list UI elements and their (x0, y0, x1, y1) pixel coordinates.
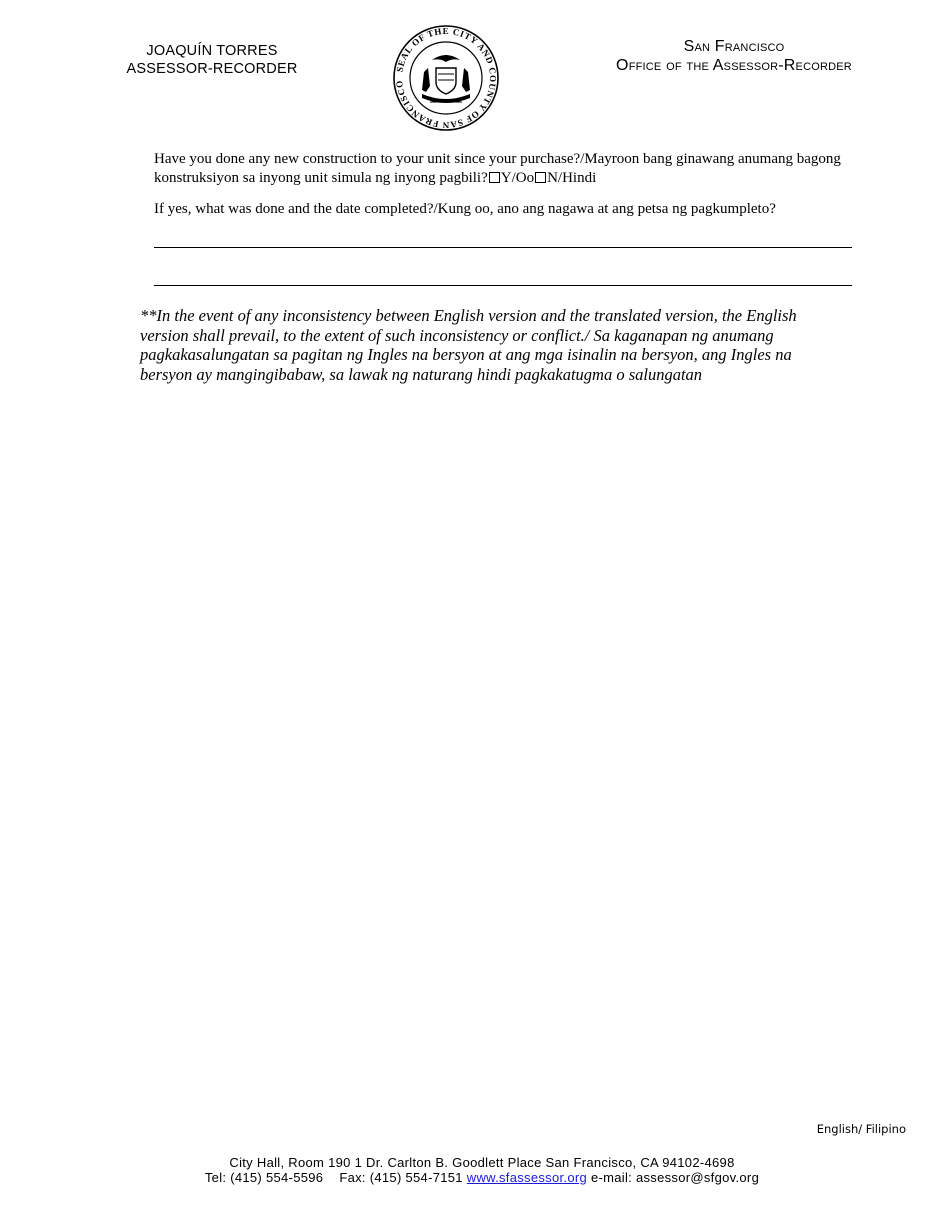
yes-label: Y/Oo (500, 169, 535, 186)
yes-checkbox[interactable] (489, 172, 500, 183)
footer (100, 1155, 864, 1185)
footer-fax: Fax: (415) 554-7151 (339, 1170, 463, 1185)
footer-address: City Hall, Room 190 1 Dr. Carlton B. Goodlett Place San Francisco, CA 94102-4698 (229, 1155, 735, 1170)
answer-line-1[interactable] (154, 247, 852, 248)
footer-tel: Tel: (415) 554-5596 (204, 1170, 324, 1185)
assessor-name-block (112, 42, 312, 78)
construction-question-text: Have you done any new construction to your unit since your purchase?/Mayroon bang ginawang anumang bagong konstruksiyon sa inyong unit simula ng inyong pagbili? (154, 151, 841, 186)
construction-question (154, 150, 844, 187)
no-label: N/Hindi (547, 169, 597, 186)
svg-text:SEAL OF THE CITY AND COUNTY OF: SEAL OF THE CITY AND COUNTY OF SAN FRANCISCO (394, 25, 499, 131)
no-checkbox[interactable] (535, 172, 546, 183)
assessor-name: JOAQUÍN TORRES (146, 43, 278, 59)
office-name-block (578, 37, 890, 75)
translation-disclaimer: **In the event of any inconsistency between English version and the translated version, the English version shall prevail, to the extent of such inconsistency or conflict./ Sa kaganapan ng anumang pagkakasalungatan sa pagitan ng Ingles na bersyon at ang mga isinalin na bersyon, ang Ingles na bersyon ay mangingibabaw, sa lawak ng naturang hindi pagkakatugma o salungatan (140, 306, 797, 384)
construction-details-question: If yes, what was done and the date completed?/Kung oo, ano ang nagawa at ang petsa ng pagkumpleto? (154, 201, 776, 217)
answer-line-2[interactable] (154, 285, 852, 286)
footer-contact (100, 1170, 864, 1185)
assessor-title: ASSESSOR-RECORDER (126, 61, 298, 77)
website-link[interactable]: www.sfassessor.org (466, 1170, 588, 1185)
footer-email: e-mail: assessor@sfgov.org (590, 1170, 760, 1185)
language-tag: English/ Filipino (816, 1122, 906, 1136)
office-name: Office of the Assessor-Recorder (616, 57, 852, 74)
city-seal-logo (392, 24, 500, 132)
city-name: San Francisco (683, 38, 785, 55)
